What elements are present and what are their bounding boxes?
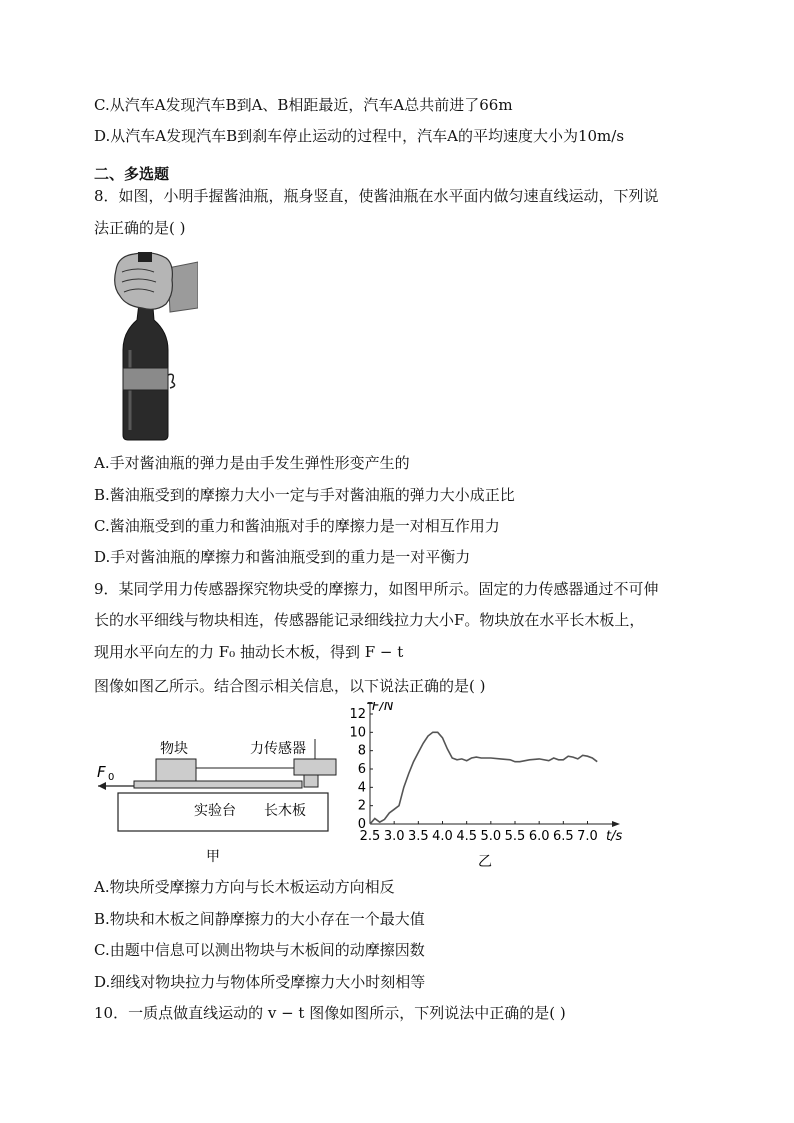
x-tick-label: 3.0 (383, 829, 405, 844)
x-tick-label: 7.0 (577, 829, 598, 844)
y-tick-label: 12 (349, 707, 366, 722)
arrow-left-icon (98, 782, 106, 790)
force-label: F (97, 763, 106, 781)
q8-stem-line1: 8．如图，小明手握酱油瓶，瓶身竖直，使酱油瓶在水平面内做匀速直线运动，下列说 (94, 187, 659, 205)
q9-stem-line4: 图像如图乙所示。结合图示相关信息，以下说法正确的是( ) (94, 677, 486, 695)
chart-series-line (370, 732, 597, 824)
prev-option-d: D.从汽车A发现汽车B到刹车停止运动的过程中，汽车A的平均速度大小为10m/s (94, 127, 625, 145)
q9-stem-line1: 9．某同学用力传感器探究物块受的摩擦力，如图甲所示。固定的力传感器通过不可伸 (94, 580, 659, 598)
x-tick-label: 3.5 (407, 829, 429, 844)
sensor-label: 力传感器 (250, 741, 306, 757)
x-tick-label: 4.0 (432, 829, 453, 844)
block-label: 物块 (160, 741, 188, 757)
y-tick-label: 10 (349, 725, 366, 741)
q9-option-a: A.物块所受摩擦力方向与长木板运动方向相反 (94, 878, 395, 896)
force-subscript: 0 (108, 772, 115, 783)
q9-option-b: B.物块和木板之间静摩擦力的大小存在一个最大值 (94, 910, 425, 928)
q8-option-d: D.手对酱油瓶的摩擦力和酱油瓶受到的重力是一对平衡力 (94, 548, 471, 566)
y-tick-label: 2 (357, 798, 366, 814)
q9-option-d: D.细线对物块拉力与物体所受摩擦力大小时刻相等 (94, 973, 426, 991)
chart-y-axis-label: F/N (372, 702, 394, 714)
block (156, 759, 196, 781)
x-tick-label: 5.5 (504, 829, 526, 844)
q9-stem-line2: 长的水平细线与物块相连，传感器能记录细线拉力大小F。物块放在水平长木板上， (94, 611, 645, 629)
q8-option-a: A.手对酱油瓶的弹力是由手发生弹性形变产生的 (94, 454, 410, 472)
figure-yi-caption: 乙 (478, 854, 492, 870)
y-tick-label: 8 (357, 743, 366, 759)
q8-option-b: B.酱油瓶受到的摩擦力大小一定与手对酱油瓶的弹力大小成正比 (94, 486, 515, 504)
x-tick-label: 2.5 (359, 829, 381, 844)
chart-x-axis-label: t/s (606, 829, 623, 844)
force-time-chart (348, 702, 628, 870)
y-tick-label: 4 (357, 780, 366, 796)
x-tick-label: 4.5 (456, 829, 478, 844)
q10-stem: 10．一质点做直线运动的 v − t 图像如图所示，下列说法中正确的是( ) (94, 1004, 566, 1022)
soy-sauce-bottle-figure (108, 250, 198, 442)
board-label: 长木板 (264, 803, 306, 819)
figure-jia-caption: 甲 (206, 849, 220, 865)
x-tick-label: 6.0 (528, 829, 550, 844)
experiment-setup-figure (94, 735, 344, 865)
long-board (134, 781, 302, 788)
table-label: 实验台 (194, 803, 236, 819)
y-tick-label: 0 (357, 817, 366, 832)
q8-option-c: C.酱油瓶受到的重力和酱油瓶对手的摩擦力是一对相互作用力 (94, 517, 500, 535)
x-tick-label: 6.5 (552, 829, 574, 844)
section-heading: 二、多选题 (94, 165, 170, 183)
prev-option-c: C.从汽车A发现汽车B到A、B相距最近，汽车A总共前进了66m (94, 96, 513, 114)
q9-stem-line3: 现用水平向左的力 F₀ 抽动长木板，得到 F − t (94, 643, 404, 661)
force-sensor (294, 759, 336, 775)
x-tick-label: 5.0 (480, 829, 502, 844)
y-tick-label: 6 (357, 762, 366, 777)
x-axis-arrow-icon (612, 821, 620, 827)
q9-option-c: C.由题中信息可以测出物块与木板间的动摩擦因数 (94, 941, 425, 959)
q8-stem-line2: 法正确的是( ) (94, 219, 186, 237)
